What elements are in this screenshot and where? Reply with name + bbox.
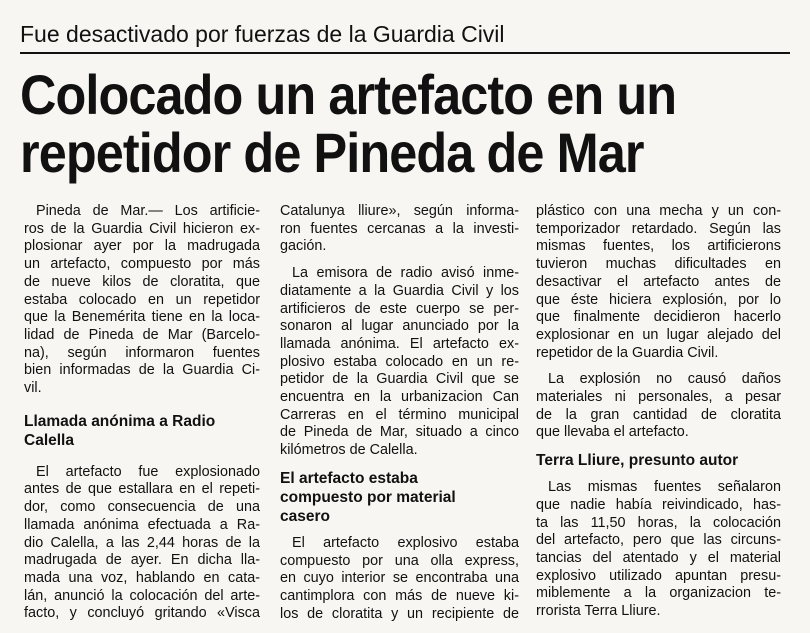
text-line: lidad de Pineda de Mar (Barcelo- bbox=[24, 326, 260, 343]
text-line: madrugada de ayer. En dicha lla- bbox=[24, 552, 260, 569]
text-line: gación. bbox=[280, 238, 327, 255]
text-line: kilómetros de Calella. bbox=[280, 442, 418, 459]
paragraph bbox=[536, 203, 781, 362]
text-line: ta las 11,50 horas, la colocación bbox=[536, 514, 781, 531]
text-line: temporizador retardado. Según las bbox=[536, 220, 781, 237]
text-line: miblemente a la organizacion te- bbox=[536, 585, 781, 602]
text-line: que la Benemérita tiene en la loca- bbox=[24, 309, 260, 326]
text-line: plosivo estaba colocado en un re- bbox=[280, 353, 519, 370]
text-line: encuentra en la urbanizacion Can bbox=[280, 389, 519, 406]
text-line: bien informadas de la Guardia Ci- bbox=[24, 362, 260, 379]
text-line: del artefacto, pero que las circuns- bbox=[536, 532, 781, 549]
subheading-line: Llamada anónima a Radio bbox=[24, 412, 216, 430]
text-column-2 bbox=[280, 203, 519, 623]
text-line: na), según informaron fuentes bbox=[24, 344, 260, 361]
text-line: Las mismas fuentes señalaron bbox=[548, 479, 781, 496]
text-line: materiales ni personales, a pesar bbox=[536, 389, 781, 406]
paragraph bbox=[24, 464, 260, 623]
text-line: explosivo utilizado apuntan presu- bbox=[536, 567, 781, 584]
text-line: ros de la Guardia Civil hicieron ex- bbox=[24, 220, 260, 237]
paragraph bbox=[536, 371, 781, 442]
text-line: llamada anónima. El artefacto ex- bbox=[280, 335, 519, 352]
text-line: los de cloratita y un recipiente de bbox=[280, 605, 519, 622]
text-line: repetidor de la Guardia Civil. bbox=[536, 344, 719, 361]
paragraph bbox=[280, 265, 519, 460]
headline-line: repetidor de Pineda de Mar bbox=[20, 121, 644, 184]
text-line: que éste hiciera explosión, por lo bbox=[536, 291, 781, 308]
text-line: artificieros de este cuerpo se per- bbox=[280, 300, 519, 317]
subheading-line: Terra Lliure, presunto autor bbox=[536, 452, 739, 470]
text-line: compuesto por una olla express, bbox=[280, 552, 519, 569]
text-line: tuvieron muchas dificultades en bbox=[536, 256, 781, 273]
subheading-line: casero bbox=[280, 507, 330, 525]
text-line: mada una voz, hablando en cata- bbox=[24, 569, 260, 586]
paragraph bbox=[280, 535, 519, 624]
text-line: Catalunya lliure», según informa- bbox=[280, 203, 519, 219]
paragraph bbox=[280, 203, 519, 256]
text-line: La explosión no causó daños bbox=[548, 371, 781, 388]
text-line: vil. bbox=[24, 380, 42, 397]
text-column-3 bbox=[536, 203, 781, 621]
text-line: mismas fuentes, los artificierons bbox=[536, 238, 781, 255]
text-line: dio Calella, a las 2,44 horas de la bbox=[24, 534, 260, 551]
text-line: ron fuentes cercanas a la investi- bbox=[280, 220, 519, 237]
text-line: plástico con una mecha y un con- bbox=[536, 203, 781, 219]
text-line: diatamente a la Guardia Civil y los bbox=[280, 282, 519, 299]
text-line: facto, y concluyó gritando «Visca bbox=[24, 605, 260, 622]
text-line: petidor de la Guardia Civil que se bbox=[280, 371, 519, 388]
section-subheading bbox=[280, 469, 519, 526]
text-line: en cuyo interior se encontraba una bbox=[280, 570, 519, 587]
text-line: lán, anunció la colocación del arte- bbox=[24, 587, 260, 604]
text-line: Pineda de Mar.— Los artificie- bbox=[36, 203, 260, 219]
kicker-rule bbox=[20, 52, 790, 54]
text-line: que llevaba el artefacto. bbox=[536, 424, 689, 441]
text-line: rrorista Terra Lliure. bbox=[536, 603, 661, 620]
text-line: Carreras en el término municipal bbox=[280, 406, 519, 423]
text-line: explosionar en un lugar alejado del bbox=[536, 326, 781, 343]
subheading-line: compuesto por material bbox=[280, 488, 456, 506]
subheading-line: El artefacto estaba bbox=[280, 469, 418, 487]
text-line: plosionar ayer por la madrugada bbox=[24, 238, 260, 255]
text-line: cantimplora con más de nueve ki- bbox=[280, 587, 519, 604]
text-line: que finalmente decidieron hacerlo bbox=[536, 309, 781, 326]
article-headline bbox=[20, 63, 722, 184]
text-line: que nadie había reivindicado, has- bbox=[536, 496, 781, 513]
text-line: El artefacto fue explosionado bbox=[36, 463, 260, 480]
section-subheading bbox=[24, 412, 260, 450]
text-line: de la gran cantidad de cloratita bbox=[536, 406, 781, 423]
text-line: llamada anónima efectuada a Ra- bbox=[24, 516, 260, 533]
text-line: La emisora de radio avisó inme- bbox=[292, 265, 519, 282]
text-column-1 bbox=[24, 203, 260, 623]
text-line: un artefacto, compuesto por más bbox=[24, 256, 260, 273]
paragraph bbox=[24, 203, 260, 398]
text-line: El artefacto explosivo estaba bbox=[292, 534, 519, 551]
text-line: desactivar el artefacto antes de bbox=[536, 273, 781, 290]
text-line: sonaron al lugar anunciado por la bbox=[280, 318, 519, 335]
text-line: tancias del atentado y el material bbox=[536, 549, 781, 566]
text-line: de nueve kilos de cloratita, que bbox=[24, 273, 260, 290]
article-kicker: Fue desactivado por fuerzas de la Guardia Civil bbox=[20, 21, 505, 47]
section-subheading bbox=[536, 451, 781, 470]
subheading-line: Calella bbox=[24, 431, 74, 449]
text-line: dor, como consecuencia de una bbox=[24, 499, 260, 516]
text-line: estaba colocado en un repetidor bbox=[24, 291, 260, 308]
text-line: antes de que estallara en el repeti- bbox=[24, 481, 260, 498]
text-line: de Pineda de Mar, situado a cinco bbox=[280, 424, 519, 441]
paragraph bbox=[536, 479, 781, 621]
headline-line: Colocado un artefacto en un bbox=[20, 63, 677, 126]
